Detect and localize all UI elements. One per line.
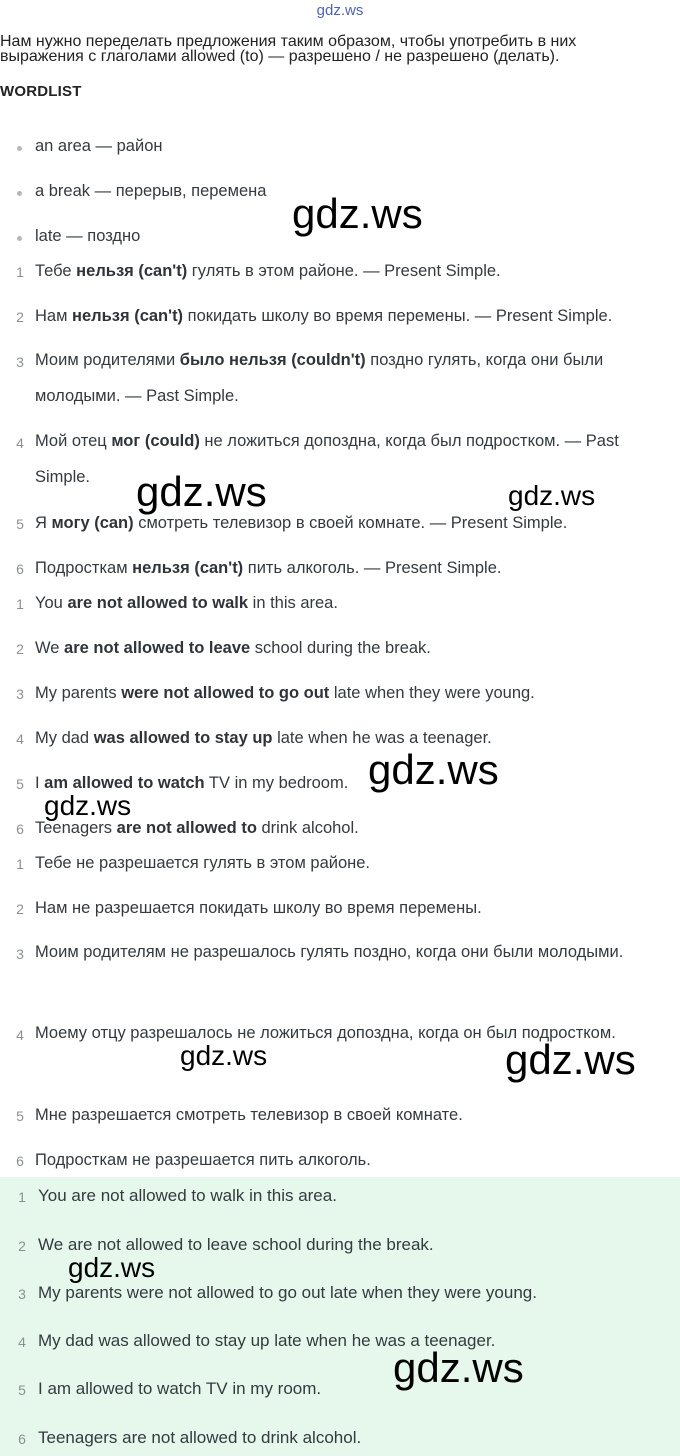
site-link[interactable]: gdz.ws	[316, 2, 364, 19]
intro-text: Нам нужно переделать предложения таким образом, чтобы употребить в них	[0, 33, 577, 50]
intro-text-clipped: выражения с глаголами allowed (to) — разрешено / не разрешено (делать).	[0, 48, 560, 65]
watermark: gdz.ws	[136, 468, 267, 515]
watermark: gdz.ws	[44, 790, 132, 821]
watermark: gdz.ws	[508, 480, 596, 511]
watermark: gdz.ws	[292, 190, 423, 237]
bullet-icon	[17, 146, 22, 151]
watermark: gdz.ws	[68, 1252, 156, 1283]
watermark: gdz.ws	[180, 1040, 268, 1071]
watermark: gdz.ws	[393, 1344, 524, 1391]
watermark: gdz.ws	[368, 746, 499, 793]
wordlist-title: WORDLIST	[0, 83, 82, 100]
answer-block	[0, 1177, 680, 1456]
watermark: gdz.ws	[505, 1036, 636, 1083]
bullet-icon	[17, 191, 22, 196]
bullet-icon	[17, 236, 22, 241]
